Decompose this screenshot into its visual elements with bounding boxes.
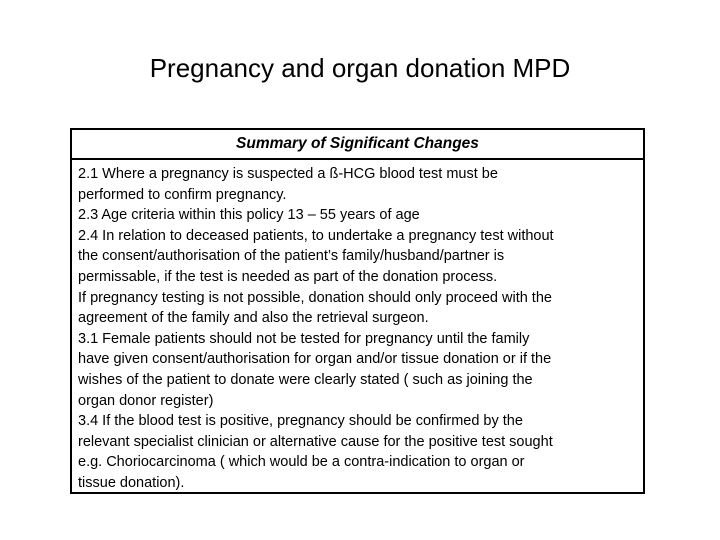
slide-title: Pregnancy and organ donation MPD [149,53,571,83]
summary-line: 2.1 Where a pregnancy is suspected a ß-HCG blood test must be [78,166,498,182]
summary-line: agreement of the family and also the retrieval surgeon. [78,310,429,327]
summary-line: relevant specialist clinician or alternative cause for the positive test sought [78,433,553,450]
summary-line: e.g. Choriocarcinoma ( which would be a contra-indication to organ or [78,454,525,471]
summary-line: tissue donation). [78,474,185,491]
summary-line: 3.4 If the blood test is positive, pregnancy should be confirmed by the [78,413,523,430]
summary-line: organ donor register) [78,392,214,409]
summary-line: have given consent/authorisation for organ and/or tissue donation or if the [78,351,552,368]
summary-heading: Summary of Significant Changes [72,130,643,160]
summary-line: the consent/authorisation of the patient’s family/husband/partner is [78,248,505,265]
summary-line: 2.3 Age criteria within this policy 13 – 55 years of age [78,207,420,224]
summary-line: performed to confirm pregnancy. [78,186,287,203]
summary-line: If pregnancy testing is not possible, donation should only proceed with the [78,289,552,306]
summary-box [70,128,645,494]
summary-body [72,160,643,494]
summary-line: 2.4 In relation to deceased patients, to undertake a pregnancy test without [78,227,554,244]
summary-line: 3.1 Female patients should not be tested for pregnancy until the family [78,330,530,347]
summary-line: wishes of the patient to donate were clearly stated ( such as joining the [78,371,533,388]
summary-line: permissable, if the test is needed as part of the donation process. [78,268,498,285]
